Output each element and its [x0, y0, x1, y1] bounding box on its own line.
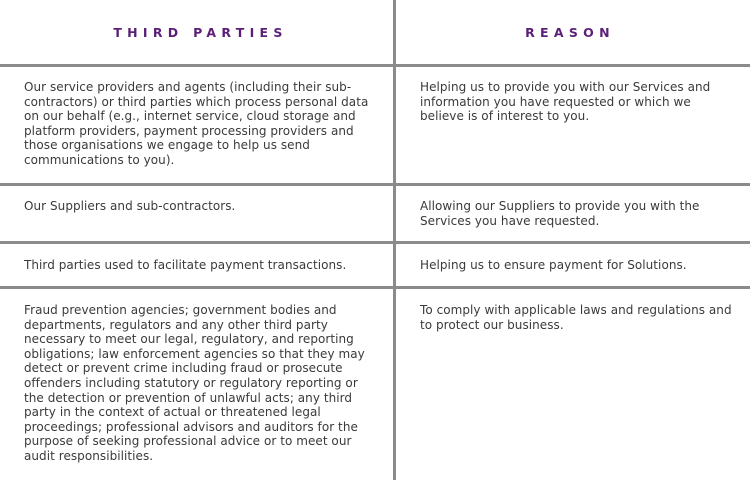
- header-cell-third-parties: [0, 0, 393, 64]
- third-party-cell: [0, 186, 393, 241]
- row-divider: [0, 241, 750, 244]
- row-divider: [0, 183, 750, 186]
- reason-cell: [396, 67, 750, 183]
- row-divider: [0, 64, 750, 67]
- table-row: [0, 289, 750, 480]
- table-row: [0, 186, 750, 241]
- header-third-parties: THIRD PARTIES: [113, 24, 288, 40]
- third-party-text: Our Suppliers and sub-contractors.: [24, 199, 236, 213]
- reason-cell: [396, 244, 750, 286]
- third-party-text: Our service providers and agents (including their sub-contractors) or third parties which process personal data on our behalf (e.g., internet service, cloud storage and platform providers, payment processing providers and those organisations we engage to help us send communications to you).: [24, 80, 369, 167]
- third-party-text: Fraud prevention agencies; government bodies and departments, regulators and any other third party necessary to meet our legal, regulatory, and reporting obligations; law enforcement agencies so that they may detect or prevent crime including fraud or prosecute offenders including statutory or regulatory reporting or the detection or prevention of unlawful acts; any third party in the context of actual or threatened legal proceedings; professional advisors and auditors for the purpose of seeking professional advice or to meet our audit responsibilities.: [24, 303, 365, 463]
- third-party-cell: [0, 244, 393, 286]
- header-reason: REASON: [525, 24, 615, 40]
- table-header-row: [0, 0, 750, 64]
- reason-cell: [396, 186, 750, 241]
- reason-text: Helping us to provide you with our Services and information you have requested or which we believe is of interest to you.: [420, 80, 711, 124]
- header-cell-reason: [396, 0, 750, 64]
- reason-text: Allowing our Suppliers to provide you with the Services you have requested.: [420, 199, 700, 228]
- table-row: [0, 67, 750, 183]
- table-row: [0, 244, 750, 286]
- reason-text: To comply with applicable laws and regulations and to protect our business.: [420, 303, 732, 332]
- column-divider: [393, 0, 396, 480]
- reason-cell: [396, 289, 750, 480]
- row-divider: [0, 286, 750, 289]
- third-party-cell: [0, 289, 393, 480]
- third-party-cell: [0, 67, 393, 183]
- third-party-text: Third parties used to facilitate payment transactions.: [24, 258, 347, 272]
- reason-text: Helping us to ensure payment for Solutions.: [420, 258, 687, 272]
